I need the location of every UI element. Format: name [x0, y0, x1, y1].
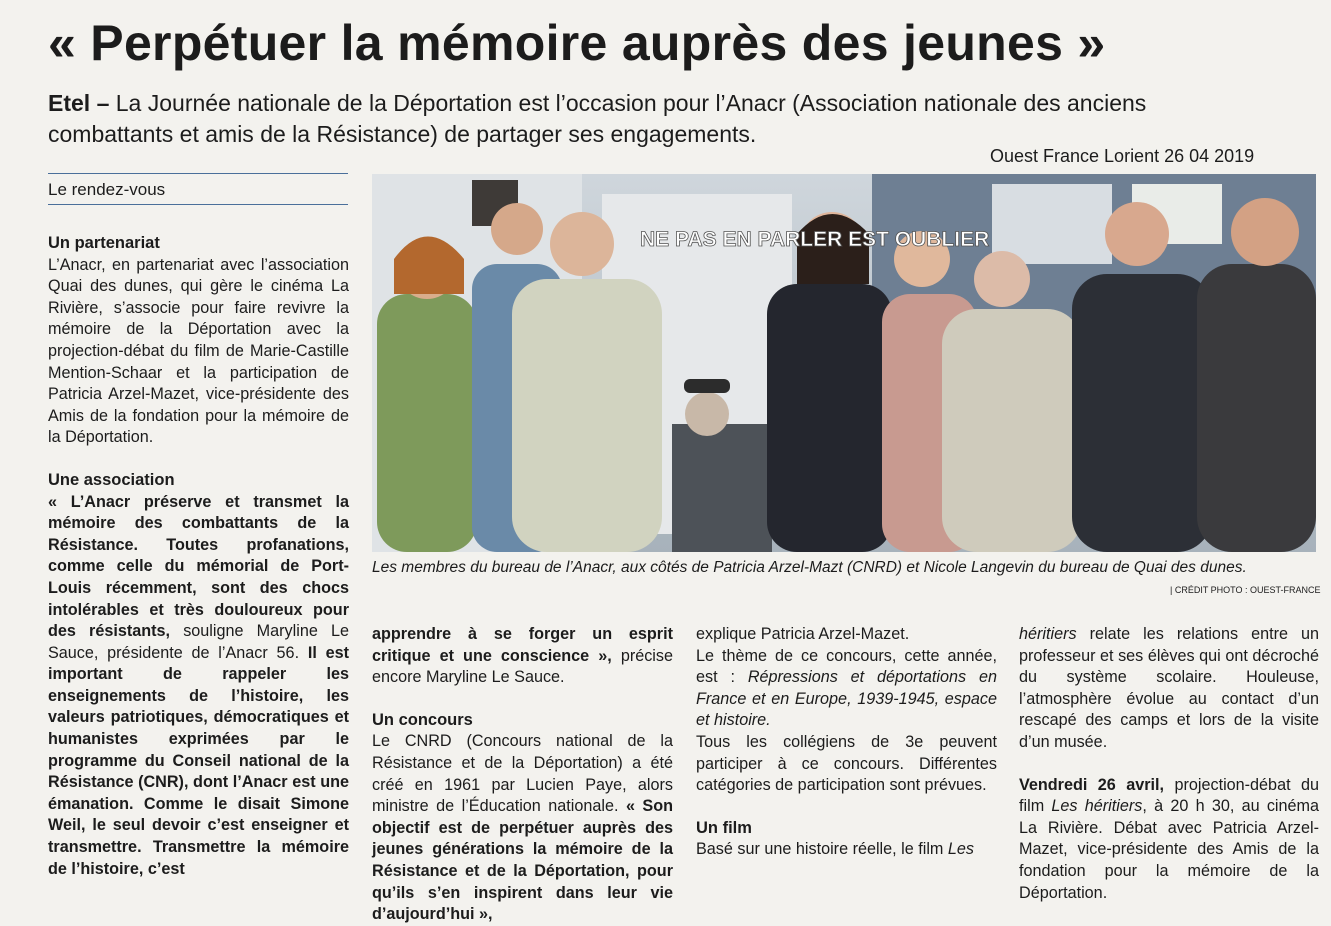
quote-association-1: « L’Anacr préserve et transmet la mémoire des combattants de la Résistance. Toutes profanations, comme celle du mémorial de Port-Louis récemment, sont des chocs intolérables et très douloureux pour des résistants,	[48, 492, 349, 641]
photo-credit: | CRÉDIT PHOTO : OUEST-FRANCE	[1170, 585, 1321, 595]
concours-attribution: explique Patricia Arzel-Mazet.	[696, 625, 910, 643]
text-concours	[372, 731, 673, 925]
film-intro: Basé sur une histoire réelle, le film	[696, 840, 948, 859]
heading-association: Une association	[48, 470, 175, 489]
event-film-title: Les héritiers	[1051, 797, 1143, 816]
text-association	[48, 492, 349, 881]
film-intro-line	[696, 839, 997, 861]
concours-theme-title: Répressions et déportations en France et en Europe, 1939-1945, espace et histoire.	[696, 668, 997, 730]
lead-text: La Journée nationale de la Déportation est l’occasion pour l’Anacr (Association nationale des anciens combattants et amis de la Résistance) de partager ses engagements.	[48, 90, 1147, 147]
film-description: relate les relations entre un professeur et ses élèves qui ont décroché du système scolaire. Houleuse, l’atmosphère évolue au contact d’un rescapé des camps et lors de la visite d’un musée.	[1019, 625, 1319, 751]
concours-theme	[696, 646, 997, 732]
photo-caption: Les membres du bureau de l’Anacr, aux côtés de Patricia Arzel-Mazt (CNRD) et Nicole Langevin du bureau de Quai des dunes.	[372, 559, 1247, 576]
lead-place: Etel	[48, 90, 91, 116]
heading-partenariat: Un partenariat	[48, 234, 160, 252]
photo-banner-text: NE PAS EN PARLER EST OUBLIER	[640, 228, 990, 251]
source-note: Ouest France Lorient 26 04 2019	[990, 146, 1255, 166]
quote-association-3: apprendre à se forger un esprit critique et une conscience »,	[372, 625, 673, 665]
film-text	[1019, 624, 1319, 754]
event-text-2: , à 20 h 30, au cinéma La Rivière. Débat avec Patricia Arzel-Mazet, vice-présidente des Amis de la fondation pour la mémoire de la Déportation.	[1019, 797, 1320, 902]
article-photo	[372, 174, 1316, 552]
attribution-association-2: précise encore Maryline Le Sauce.	[372, 646, 673, 687]
film-title-part1: Les	[947, 840, 975, 859]
event-date: Vendredi 26 avril,	[1019, 775, 1165, 794]
article-lead	[48, 88, 1148, 150]
concours-participation: Tous les collégiens de 3e peuvent participer à ce concours. Différentes catégories de participation sont prévues.	[696, 732, 997, 795]
heading-film: Un film	[696, 818, 752, 837]
article-title: « Perpétuer la mémoire auprès des jeunes »	[48, 15, 1106, 71]
event-text-1: projection-débat du film	[1019, 775, 1320, 816]
rubric-label: Le rendez-vous	[48, 173, 348, 205]
text-partenariat: L’Anacr, en partenariat avec l’association Quai des dunes, qui gère le cinéma La Rivière, s’associe pour faire revivre la mémoire de la Déportation avec la projection-débat du film de Marie-Castille Mention-Schaar et la participation de Patricia Arzel-Mazet, vice-présidente des Amis de la fondation pour la mémoire de la Déportation.	[48, 255, 349, 447]
heading-concours: Un concours	[372, 710, 473, 729]
concours-theme-intro: Le thème de ce concours, cette année, est :	[696, 646, 997, 687]
group-photo-illustration	[372, 174, 1316, 552]
column-2	[372, 624, 673, 926]
text-association-cont	[372, 624, 673, 689]
column-1	[48, 233, 349, 880]
quote-association-2: Il est important de rappeler les enseignements de l’histoire, les valeurs patriotiques, démocratiques et humanistes exprimées par le programme du Conseil national de la Résistance (CNR), dont l’Anacr est une émanation. Comme le disait Simone Weil, le seul devoir c’est enseigner et transmettre. Transmettre la mémoire de l’histoire, c’est	[48, 643, 350, 878]
column-4	[1019, 624, 1319, 904]
column-3	[696, 624, 997, 861]
lead-dash: –	[90, 90, 116, 116]
attribution-association-1: souligne Maryline Le Sauce, présidente de l’Anacr 56.	[48, 622, 350, 662]
film-title-part2: héritiers	[1019, 625, 1077, 643]
concours-quote: « Son objectif est de perpétuer auprès des jeunes générations la mémoire de la Résistance et de la Déportation, pour qu’ils s’en inspirent dans leur vie d’aujourd’hui »,	[372, 797, 673, 924]
event-text	[1019, 775, 1319, 905]
concours-text-1: Le CNRD (Concours national de la Résistance et de la Déportation) a été créé en 1961 par Lucien Paye, alors ministre de l’Éducation nationale.	[372, 732, 673, 816]
